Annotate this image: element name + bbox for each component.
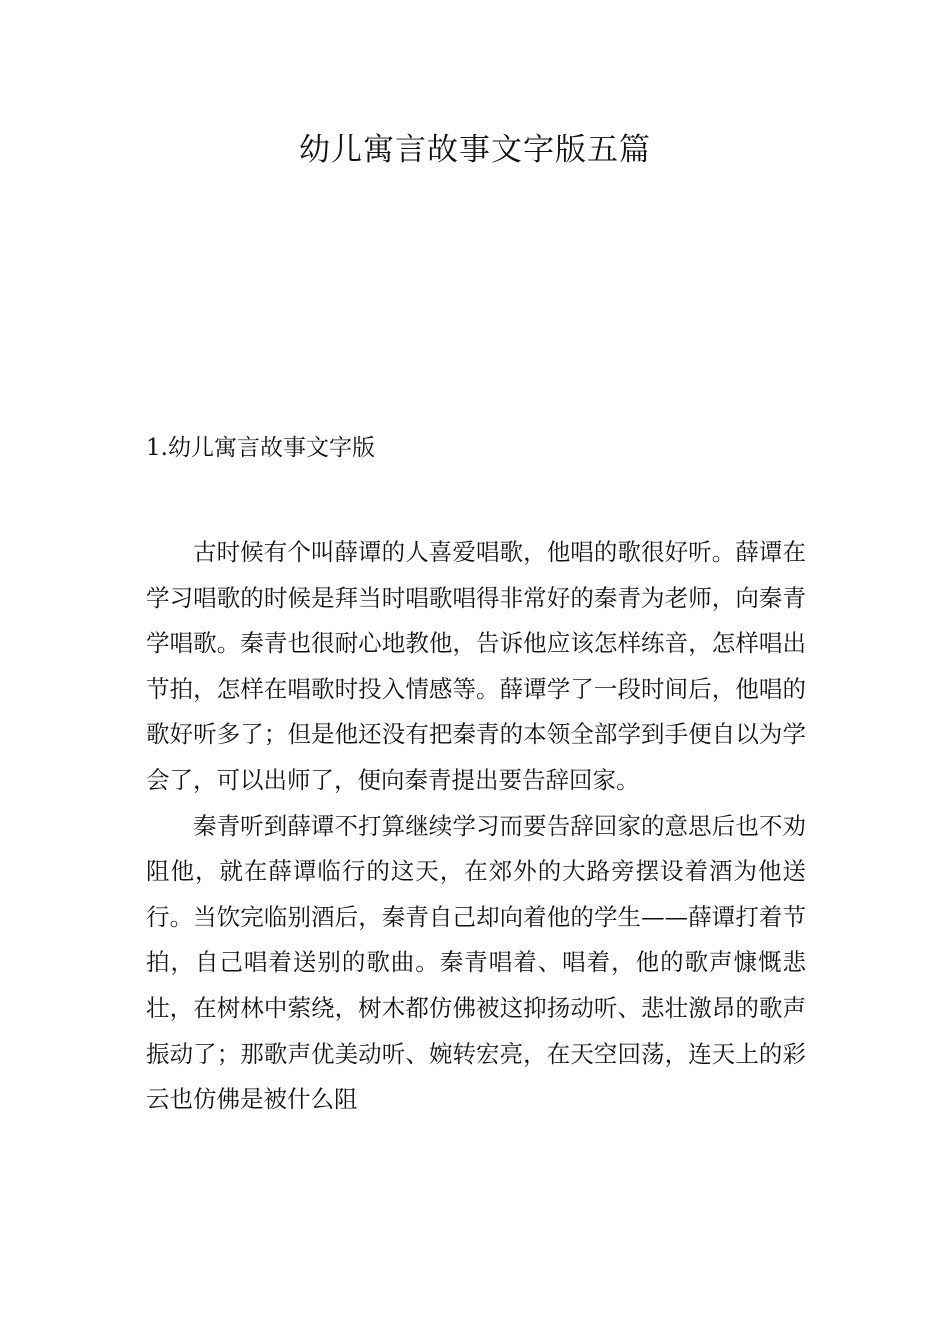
paragraph: 秦青听到薛谭不打算继续学习而要告辞回家的意思后也不劝阻他，就在薛谭临行的这天，在郊外的大路旁摆设着酒为他送行。当饮完临别酒后，秦青自己却向着他的学生——薛谭打着节拍，自己唱着送别的歌曲。秦青唱着、唱着，他的歌声慷慨悲壮，在树林中萦绕，树木都仿佛被这抑扬动听、悲壮激昂的歌声振动了；那歌声优美动听、婉转宏亮，在天空回荡，连天上的彩云也仿佛是被什么阻 xyxy=(146,811,806,1114)
paragraph: 古时候有个叫薛谭的人喜爱唱歌，他唱的歌很好听。薛谭在学习唱歌的时候是拜当时唱歌唱得非常好的秦青为老师，向秦青学唱歌。秦青也很耐心地教他，告诉他应该怎样练音，怎样唱出节拍，怎样在唱歌时投入情感等。薛谭学了一段时间后，他唱的歌好听多了；但是他还没有把秦青的本领全部学到手便自以为学会了，可以出师了，便向秦青提出要告辞回家。 xyxy=(146,538,806,794)
document-body xyxy=(146,530,806,1123)
section-heading: 1.幼儿寓言故事文字版 xyxy=(146,435,375,461)
document-title: 幼儿寓言故事文字版五篇 xyxy=(299,132,651,168)
